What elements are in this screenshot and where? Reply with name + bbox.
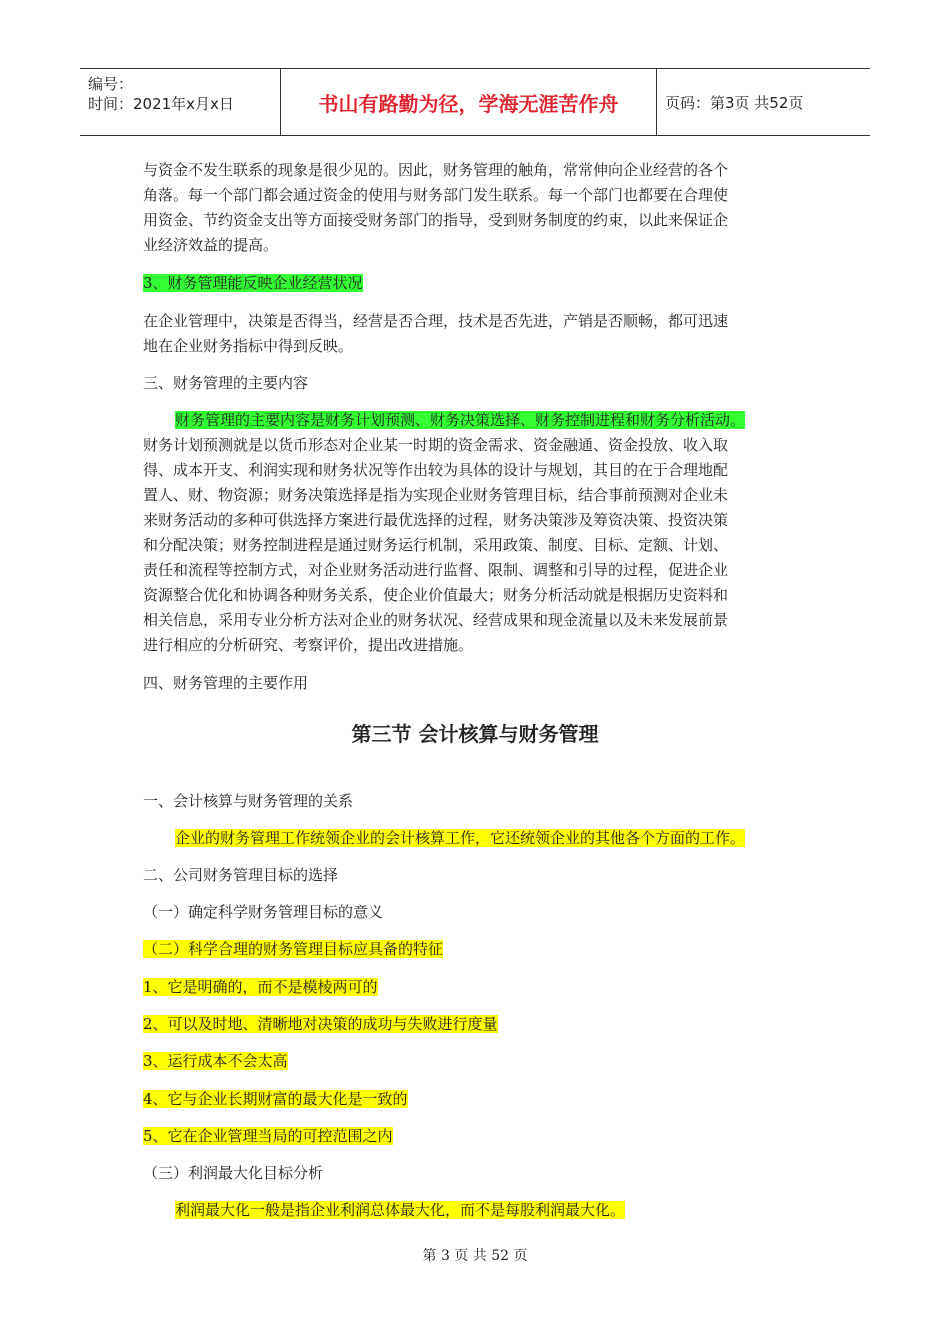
feature-item: 3、运行成本不会太高 (143, 1052, 288, 1070)
body-line: 在企业管理中，决策是否得当，经营是否合理，技术是否先进，产销是否顺畅，都可迅速 (143, 312, 729, 330)
body-line: 资源整合优化和协调各种财务关系，使企业价值最大；财务分析活动就是根据历史资料和 (143, 586, 729, 604)
feature-item: 2、可以及时地、清晰地对决策的成功与失败进行度量 (143, 1015, 498, 1033)
body-line: 相关信息，采用专业分析方法对企业的财务状况、经营成果和现金流量以及未来发展前景 (143, 611, 729, 629)
highlight-line: 企业的财务管理工作统领企业的会计核算工作，它还统领企业的其他各个方面的工作。 (175, 829, 746, 847)
subheading-2-2: （二）科学合理的财务管理目标应具备的特征 (143, 940, 444, 958)
body-line: 来财务活动的多种可供选择方案进行最优选择的过程，财务决策涉及筹资决策、投资决策 (143, 511, 729, 529)
section-title: 第三节 会计核算与财务管理 (351, 722, 599, 746)
highlight-line: 财务管理的主要内容是财务计划预测、财务决策选择、财务控制进程和财务分析活动。 (175, 411, 746, 429)
body-line: 得、成本开支、利润实现和财务状况等作出较为具体的设计与规划，其目的在于合理地配 (143, 461, 729, 479)
body-line: 财务计划预测就是以货币形态对企业某一时期的资金需求、资金融通、资金投放、收入取 (143, 436, 729, 454)
highlight-line: 利润最大化一般是指企业利润总体最大化，而不是每股利润最大化。 (175, 1201, 626, 1219)
body-line: 责任和流程等控制方式，对企业财务活动进行监督、限制、调整和引导的过程，促进企业 (143, 561, 729, 579)
body-line: 用资金、节约资金支出等方面接受财务部门的指导，受到财务制度的约束，以此来保证企 (143, 211, 729, 229)
heading-1: 一、会计核算与财务管理的关系 (143, 792, 354, 810)
number-label: 编号： (88, 75, 134, 93)
feature-item: 5、它在企业管理当局的可控范围之内 (143, 1127, 393, 1145)
section-heading-3: 三、财务管理的主要内容 (143, 374, 309, 392)
body-line: 与资金不发生联系的现象是很少见的。因此，财务管理的触角，常常伸向企业经营的各个 (143, 161, 729, 179)
subheading-2-1: （一）确定科学财务管理目标的意义 (143, 903, 384, 921)
body-line: 业经济效益的提高。 (143, 236, 279, 254)
time-label: 时间：2021年x月x日 (88, 95, 234, 113)
header-page-label: 页码：第3页 共52页 (665, 93, 804, 112)
page-footer: 第 3 页 共 52 页 (422, 1248, 528, 1264)
feature-item: 4、它与企业长期财富的最大化是一致的 (143, 1090, 408, 1108)
subheading-3: 3、财务管理能反映企业经营状况 (143, 274, 363, 292)
header-motto: 书山有路勤为径，学海无涯苦作舟 (281, 69, 657, 135)
body-line: 置人、财、物资源；财务决策选择是指为实现企业财务管理目标，结合事前预测对企业未 (143, 486, 729, 504)
body-line: 角落。每一个部门都会通过资金的使用与财务部门发生联系。每一个部门也都要在合理使 (143, 186, 729, 204)
header-info-cell (80, 69, 281, 135)
body-line: 地在企业财务指标中得到反映。 (143, 337, 354, 355)
page-header (80, 68, 870, 136)
heading-2: 二、公司财务管理目标的选择 (143, 866, 339, 884)
body-line: 和分配决策；财务控制进程是通过财务运行机制，采用政策、制度、目标、定额、计划、 (143, 536, 729, 554)
feature-item: 1、它是明确的，而不是模棱两可的 (143, 978, 378, 996)
section-heading-4: 四、财务管理的主要作用 (143, 674, 309, 692)
subheading-2-3: （三）利润最大化目标分析 (143, 1164, 324, 1182)
body-line: 进行相应的分析研究、考察评价，提出改进措施。 (143, 636, 474, 654)
